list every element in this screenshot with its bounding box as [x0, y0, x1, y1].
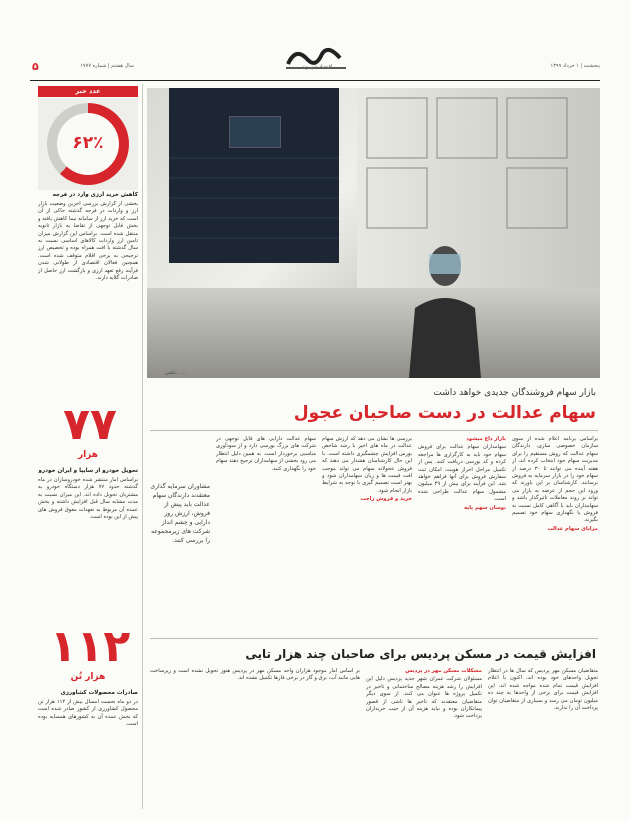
sidebar	[38, 84, 138, 809]
article1-col2-text: سهامداران سهام عدالت برای فروش سهام خود باید به کارگزاری ها مراجعه کرده و کد بورسی دریافت کنند. پس از تکمیل مراحل احراز هویت، امکان ثبت سفارش فروش برای آنها فراهم خواهد شد. این فرآیند برای بیش از ۴۹ میلیون مشمول سهام عدالت طراحی شده است.	[418, 444, 506, 503]
masthead	[30, 38, 600, 78]
sidebar-item3-head: صادرات محصولات کشاورزی	[60, 690, 138, 696]
sidebar-item2-head: تحویل خودرو از سایپا و ایران خودرو	[38, 468, 138, 474]
sidebar-item1-body: بخشی از گزارش بررسی آخرین وضعیت بازار ارز و واردات در فرجه گذشته حاکی از آن است که خرید ارز از سامانه نیما کاهش یافته و بخش قابل توجهی از تقاضا به بازار ثانویه منتقل شده است. براساس این گزارش میزان تامین ارز واردات کالاهای اساسی نسبت به سال گذشته با افت همراه بوده و تخصیص ارز ترجیحی به برخی اقلام متوقف شده است. همچنین فعالان اقتصادی از طولانی شدن فرآیند رفع تعهد ارزی و بازگشت ارز حاصل از صادرات گلایه دارند.	[38, 201, 138, 282]
sidebar-tag-label: عدد خبر	[75, 87, 101, 95]
gauge-box	[38, 98, 138, 190]
article2-col2-text: مسئولان شرکت عمران شهر جدید پردیس دلیل این افزایش را رشد هزینه مصالح ساختمانی و تاخیر در تکمیل پروژه ها عنوان می کنند. از سوی دیگر متقاضیان معتقدند که تاخیر ها ناشی از قصور پیمانکاران بوده و نباید هزینه آن از جیب خریداران پرداخت شود.	[366, 676, 482, 720]
sidebar-item1-head: کاهش خرید ارزی وارد در فرجه	[52, 192, 138, 198]
article2-sub1: مشکلات مسکن مهر در پردیس	[405, 668, 482, 674]
article1-kicker: بازار سهام فروشندگان جدیدی خواهد داشت	[433, 388, 596, 398]
article1-sub2: نوسان سهم پایه	[464, 504, 506, 511]
article1-headline: سهام عدالت در دست صاحبان عجول	[293, 403, 596, 423]
page-number: ۵	[32, 60, 39, 73]
article1-col4	[216, 436, 316, 634]
sidebar-item2-body: براساس آمار منتشر شده خودروسازان در ماه گذشته حدود ۷۷ هزار دستگاه خودرو به مشتریان تحویل داده اند. این میزان نسبت به مدت مشابه سال قبل افزایش داشته و بخش عمده آن مربوط به تعهدات معوق فروش های پیش از این بوده است.	[38, 477, 138, 521]
article1-col4-text: سهام عدالت دارایی های قابل توجهی در شرکت های بزرگ بورسی دارد و از سودآوری مناسبی برخوردار است. به همین دلیل انتظار می رود بخشی از سهامداران ترجیح دهند سهام خود را نگهداری کنند.	[216, 436, 316, 472]
article1-quote: مشاوران سرمایه گذاری معتقدند دارندگان سهام عدالت باید پیش از فروش، ارزش روز دارایی و چشم انداز شرکت های زیرمجموعه را بررسی کنند.	[150, 483, 210, 544]
news-photo	[147, 88, 600, 378]
article1-col1	[512, 436, 598, 634]
big-number-77: ۷۷	[63, 399, 117, 450]
article1-sub4: مزایای سهام عدالت	[547, 525, 598, 532]
big-number-77-unit: هزار	[77, 450, 99, 460]
person-silhouette	[399, 238, 491, 378]
article1-col3	[322, 436, 412, 634]
article1-sub3: بازار داغ میشود	[466, 436, 506, 442]
sidebar-tag	[38, 86, 138, 97]
article1-col2	[418, 436, 506, 634]
person-figure	[399, 238, 491, 378]
article2-headline: افزایش قیمت در مسکن پردیس برای صاحبان چند هزار تایی	[245, 647, 596, 661]
article2-col1-text: متقاضیان مسکن مهر پردیس که سال ها در انتظار تحویل واحدهای خود بوده اند، اکنون با اعلام افزایش قیمت تمام شده مواجه شده اند. این افزایش قیمت برای برخی از واحدها به چند ده میلیون تومان می رسد و بسیاری از متقاضیان توان پرداخت آن را ندارند.	[488, 668, 598, 712]
article2-col1	[488, 668, 598, 808]
article2-rule	[150, 638, 598, 639]
stock-board	[169, 88, 339, 263]
article2-col3	[150, 668, 360, 808]
article1-col1-text: براساس برنامه اعلام شده از سوی سازمان خصوصی سازی، دارندگان سهام عدالت که روش مستقیم را برای مدیریت سهام خود انتخاب کرده اند، از هفته آینده می توانند تا ۳۰ درصد از سهام خود را در بازار سرمایه به فروش برسانند. کارشناسان بر این باورند که ورود این حجم از عرضه به بازار می تواند بر روند معاملات تاثیرگذار باشد و سهامداران باید با آگاهی کامل نسبت به فروش یا نگهداری سهام خود تصمیم بگیرند.	[512, 436, 598, 524]
big-number-112: ۱۱۲	[49, 621, 131, 672]
floor	[147, 288, 600, 378]
masthead-logo-text: اقتصاد شهروند	[301, 64, 333, 70]
article2-col3-text: بر اساس آمار موجود هزاران واحد مسکن مهر در پردیس هنوز تحویل نشده است و زیرساخت هایی مانند آب، برق و گاز در برخی فازها تکمیل نشده اند.	[150, 668, 360, 682]
article1-rule	[150, 430, 598, 431]
article1-sub1: خرید و فروش راحت	[360, 496, 412, 503]
board-grid	[169, 88, 339, 263]
gauge-value: ۶۲٪	[72, 133, 104, 153]
article1-col3-text: بررسی ها نشان می دهد که ارزش سهام عدالت در ماه های اخیر با رشد شاخص بورس افزایش چشمگیری داشته است. با این حال کارشناسان هشدار می دهند که فروش عجولانه سهام می تواند موجب افت قیمت ها و زیان سهامداران شود و بهتر است تصمیم گیری با توجه به شرایط بازار انجام شود.	[322, 436, 412, 494]
sidebar-item3-body: در دو ماه نخست امسال بیش از ۱۱۲ هزار تن محصول کشاورزی از کشور صادر شده است که بخش عمده آن به کشورهای همسایه بوده است.	[38, 699, 138, 728]
article2-col2	[366, 668, 482, 808]
big-number-112-unit: هزار تُن	[70, 672, 106, 682]
issue-info: سال هشتم | شماره ۱۷۷۷	[80, 63, 134, 69]
sidebar-rule	[142, 84, 143, 809]
date-line: پنجشنبه | ۱ خرداد ۱۳۹۹	[550, 63, 600, 69]
photo-credit: عکس: ......	[165, 371, 188, 376]
masthead-rule	[30, 80, 600, 81]
